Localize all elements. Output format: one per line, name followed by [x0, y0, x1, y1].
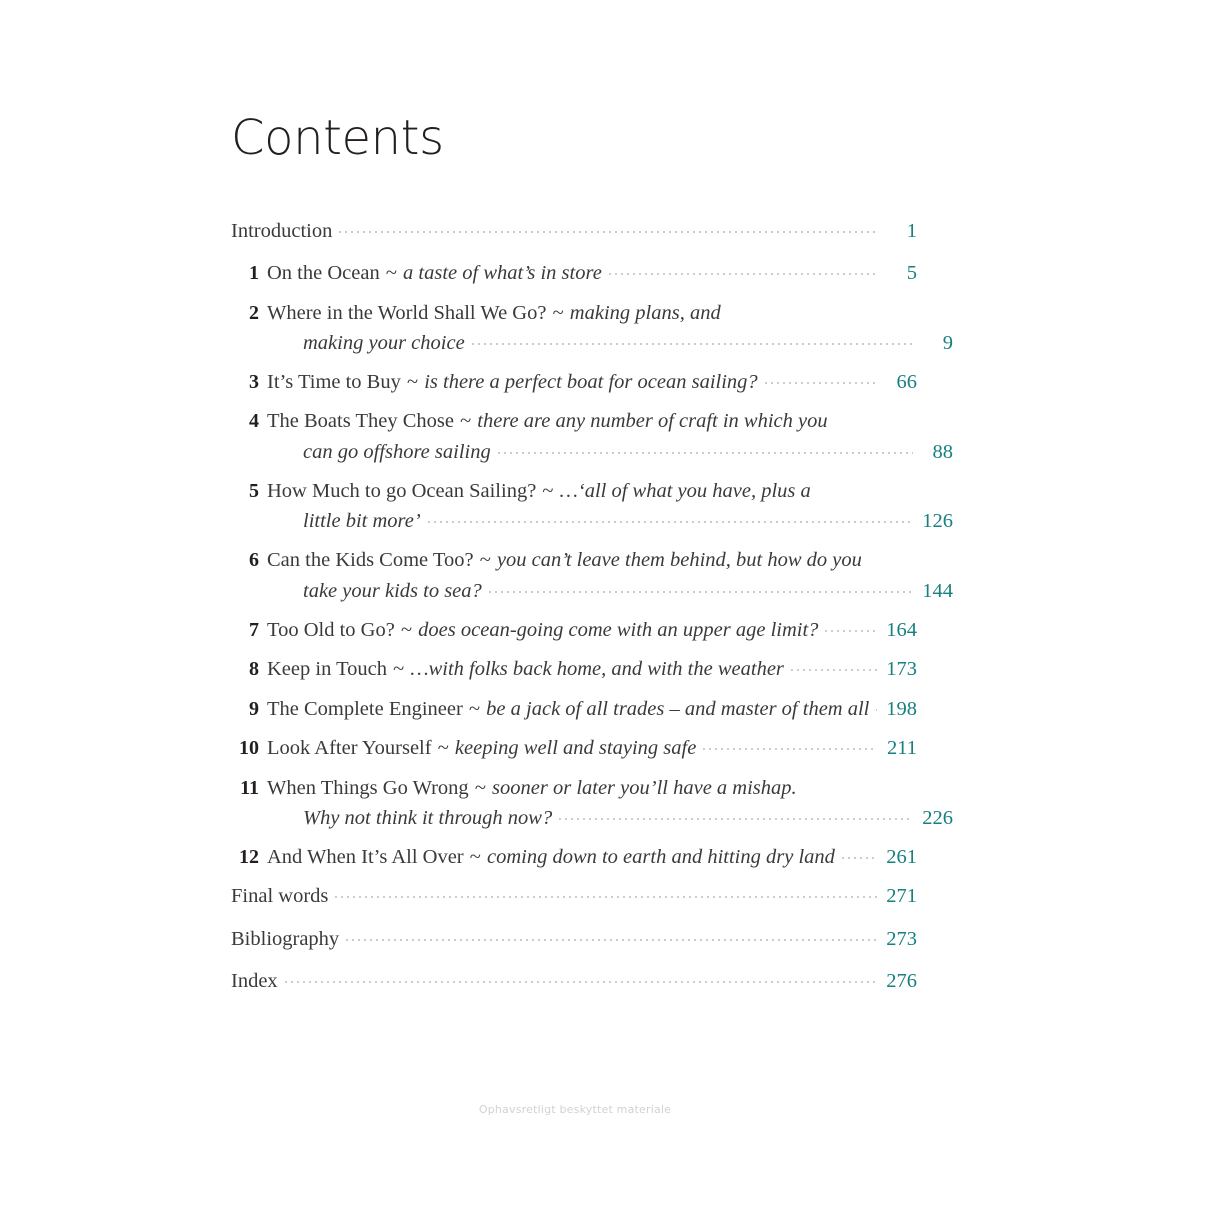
- toc-entry-text: [267, 545, 862, 575]
- toc-entry-line: [231, 615, 917, 645]
- toc-entry-text: [231, 216, 332, 246]
- tilde-separator: ~: [385, 262, 397, 285]
- toc-entry-continuation: [231, 506, 953, 536]
- chapter-number: 1: [249, 262, 259, 285]
- chapter-number: 9: [249, 697, 259, 720]
- toc-entry-title: Bibliography: [231, 927, 340, 950]
- toc-entry-title: Index: [231, 969, 278, 992]
- page-number[interactable]: 273: [886, 927, 917, 950]
- chapter-number: 6: [249, 549, 259, 572]
- toc-entry-line: [231, 881, 917, 911]
- dot-leader: [791, 655, 877, 676]
- page-number[interactable]: 276: [886, 969, 917, 992]
- toc-entry-subtitle: there are any number of craft in which you: [477, 410, 828, 433]
- toc-entry-line: [231, 654, 917, 684]
- toc-entry-text: [231, 881, 328, 911]
- toc-entry-title: On the Ocean: [267, 262, 380, 285]
- toc-entry-subtitle: a taste of what’s in store: [403, 262, 602, 285]
- toc-entry-subtitle: Why not think it through now?: [303, 806, 553, 829]
- toc-entry-title: It’s Time to Buy: [267, 371, 401, 394]
- toc-entry-continuation: [231, 576, 953, 606]
- page-number[interactable]: 211: [887, 737, 917, 760]
- tilde-separator: ~: [437, 737, 449, 760]
- chapter-number: 2: [249, 301, 259, 324]
- dot-leader: [765, 368, 877, 389]
- toc-entry[interactable]: [231, 367, 917, 397]
- dot-leader: [876, 694, 877, 715]
- dot-leader: [498, 437, 913, 458]
- dot-leader: [489, 576, 913, 597]
- toc-entry-title: When Things Go Wrong: [267, 776, 469, 799]
- dot-leader: [285, 966, 877, 987]
- dot-leader: [842, 843, 877, 864]
- toc-entry[interactable]: [231, 406, 953, 467]
- toc-entry-text: [267, 773, 797, 803]
- toc-entry[interactable]: [231, 733, 917, 763]
- page-number[interactable]: 164: [886, 618, 917, 641]
- dot-leader: [609, 259, 877, 280]
- toc-entry-line: [231, 367, 917, 397]
- dot-leader: [472, 328, 913, 349]
- chapter-number: 7: [249, 618, 259, 641]
- toc-entry-text: [231, 924, 339, 954]
- toc-entry-subtitle: …‘all of what you have, plus a: [559, 479, 811, 502]
- toc-entry-continuation: [231, 328, 953, 358]
- toc-entry[interactable]: [231, 258, 917, 288]
- toc-entry-line: [231, 545, 917, 575]
- tilde-separator: ~: [460, 410, 472, 433]
- toc-entry-line: [231, 773, 917, 803]
- toc-entry-line: [231, 258, 917, 288]
- tilde-separator: ~: [479, 549, 491, 572]
- toc-entry-line: [231, 966, 917, 996]
- toc-entry-text: [267, 367, 758, 397]
- chapter-number: 10: [239, 737, 259, 760]
- toc-entry-line: [231, 842, 917, 872]
- toc-entry[interactable]: [231, 694, 917, 724]
- toc-entry-title: Where in the World Shall We Go?: [267, 301, 547, 324]
- toc-entry-subtitle: making plans, and: [569, 301, 721, 324]
- page-number[interactable]: 126: [922, 510, 953, 533]
- page-number[interactable]: 261: [886, 846, 917, 869]
- page-number[interactable]: 66: [896, 371, 917, 394]
- dot-leader: [428, 507, 913, 528]
- page-number[interactable]: 88: [932, 440, 953, 463]
- toc-entry-continuation: [231, 437, 953, 467]
- tilde-separator: ~: [468, 697, 481, 720]
- toc-entry-continuation: [231, 803, 953, 833]
- toc-entry-subtitle: is there a perfect boat for ocean sailing?: [424, 371, 758, 394]
- toc-entry[interactable]: [231, 545, 953, 606]
- toc-entry-title: The Complete Engineer: [267, 697, 463, 720]
- toc-entry[interactable]: [231, 966, 917, 996]
- page-title: Contents: [231, 110, 444, 167]
- toc-entry[interactable]: [231, 216, 917, 246]
- dot-leader: [703, 734, 877, 755]
- chapter-number: 5: [249, 479, 259, 502]
- toc-entry-text: [303, 437, 491, 467]
- dot-leader: [339, 217, 877, 238]
- toc-entry-subtitle: be a jack of all trades – and master of them all: [486, 697, 870, 720]
- toc-entry-title: Too Old to Go?: [267, 618, 395, 641]
- toc-entry-text: [303, 803, 552, 833]
- toc-entry-text: [303, 506, 421, 536]
- chapter-number: 4: [249, 410, 259, 433]
- dot-leader: [346, 924, 877, 945]
- toc-entry-text: [231, 966, 278, 996]
- toc-entry-text: [267, 654, 784, 684]
- tilde-separator: ~: [407, 371, 419, 394]
- toc-entry-subtitle: take your kids to sea?: [303, 579, 482, 602]
- toc-entry-text: [267, 842, 835, 872]
- toc-entry-line: [231, 298, 917, 328]
- toc-entry-title: Look After Yourself: [267, 737, 432, 760]
- toc-entry[interactable]: [231, 881, 917, 911]
- toc-entry[interactable]: [231, 773, 953, 834]
- table-of-contents: [231, 216, 953, 1008]
- toc-entry[interactable]: [231, 298, 953, 359]
- dot-leader: [335, 882, 877, 903]
- toc-entry-subtitle: sooner or later you’ll have a mishap.: [492, 776, 797, 799]
- toc-entry-line: [231, 694, 917, 724]
- toc-entry-text: [303, 328, 465, 358]
- page-number[interactable]: 9: [942, 331, 953, 354]
- toc-entry-text: [267, 298, 721, 328]
- toc-entry[interactable]: [231, 842, 917, 872]
- copyright-notice: Ophavsretligt beskyttet materiale: [478, 1103, 672, 1116]
- toc-entry-text: [267, 733, 696, 763]
- toc-entry-title: The Boats They Chose: [267, 410, 454, 433]
- toc-entry-subtitle: coming down to earth and hitting dry land: [486, 846, 835, 869]
- toc-entry[interactable]: [231, 476, 953, 537]
- toc-entry-title: And When It’s All Over: [267, 846, 464, 869]
- chapter-number: 12: [239, 846, 259, 869]
- toc-entry-subtitle: keeping well and staying safe: [454, 737, 697, 760]
- toc-entry-subtitle: little bit more’: [303, 510, 421, 533]
- chapter-number: 11: [240, 776, 259, 799]
- toc-entry-text: [303, 576, 482, 606]
- toc-entry-subtitle: you can’t leave them behind, but how do you: [496, 549, 862, 572]
- tilde-separator: ~: [474, 776, 486, 799]
- toc-entry-line: [231, 924, 917, 954]
- toc-entry-text: [267, 476, 811, 506]
- toc-entry-title: Can the Kids Come Too?: [267, 549, 474, 572]
- toc-entry-subtitle: can go offshore sailing: [303, 440, 491, 463]
- page-number[interactable]: 226: [922, 806, 953, 829]
- page-number[interactable]: 271: [886, 885, 917, 908]
- toc-entry-text: [267, 694, 869, 724]
- toc-entry[interactable]: [231, 924, 917, 954]
- tilde-separator: ~: [469, 846, 481, 869]
- toc-entry-text: [267, 258, 602, 288]
- toc-entry-title: Final words: [231, 885, 329, 908]
- toc-entry-text: [267, 615, 818, 645]
- toc-entry-title: Keep in Touch: [267, 658, 388, 681]
- page-number[interactable]: 173: [886, 658, 917, 681]
- toc-entry-subtitle: does ocean-going come with an upper age limit?: [418, 618, 819, 641]
- tilde-separator: ~: [542, 479, 554, 502]
- chapter-number: 8: [249, 658, 259, 681]
- toc-entry-subtitle: making your choice: [303, 331, 465, 354]
- chapter-number: 3: [249, 371, 259, 394]
- page-number[interactable]: 5: [906, 262, 917, 285]
- page-number[interactable]: 144: [922, 579, 953, 602]
- toc-entry-title: How Much to go Ocean Sailing?: [267, 479, 537, 502]
- tilde-separator: ~: [400, 618, 413, 641]
- toc-entry-subtitle: …with folks back home, and with the weather: [410, 658, 784, 681]
- toc-entry-line: [231, 733, 917, 763]
- toc-entry-line: [231, 216, 917, 246]
- tilde-separator: ~: [552, 301, 564, 324]
- toc-entry-text: [267, 406, 828, 436]
- page-number[interactable]: 198: [886, 697, 917, 720]
- dot-leader: [825, 615, 877, 636]
- tilde-separator: ~: [393, 658, 405, 681]
- toc-entry-line: [231, 406, 917, 436]
- toc-entry[interactable]: [231, 615, 917, 645]
- page-number[interactable]: 1: [906, 220, 917, 242]
- toc-entry-title: Introduction: [231, 220, 333, 242]
- toc-entry-line: [231, 476, 917, 506]
- toc-entry[interactable]: [231, 654, 917, 684]
- dot-leader: [559, 803, 913, 824]
